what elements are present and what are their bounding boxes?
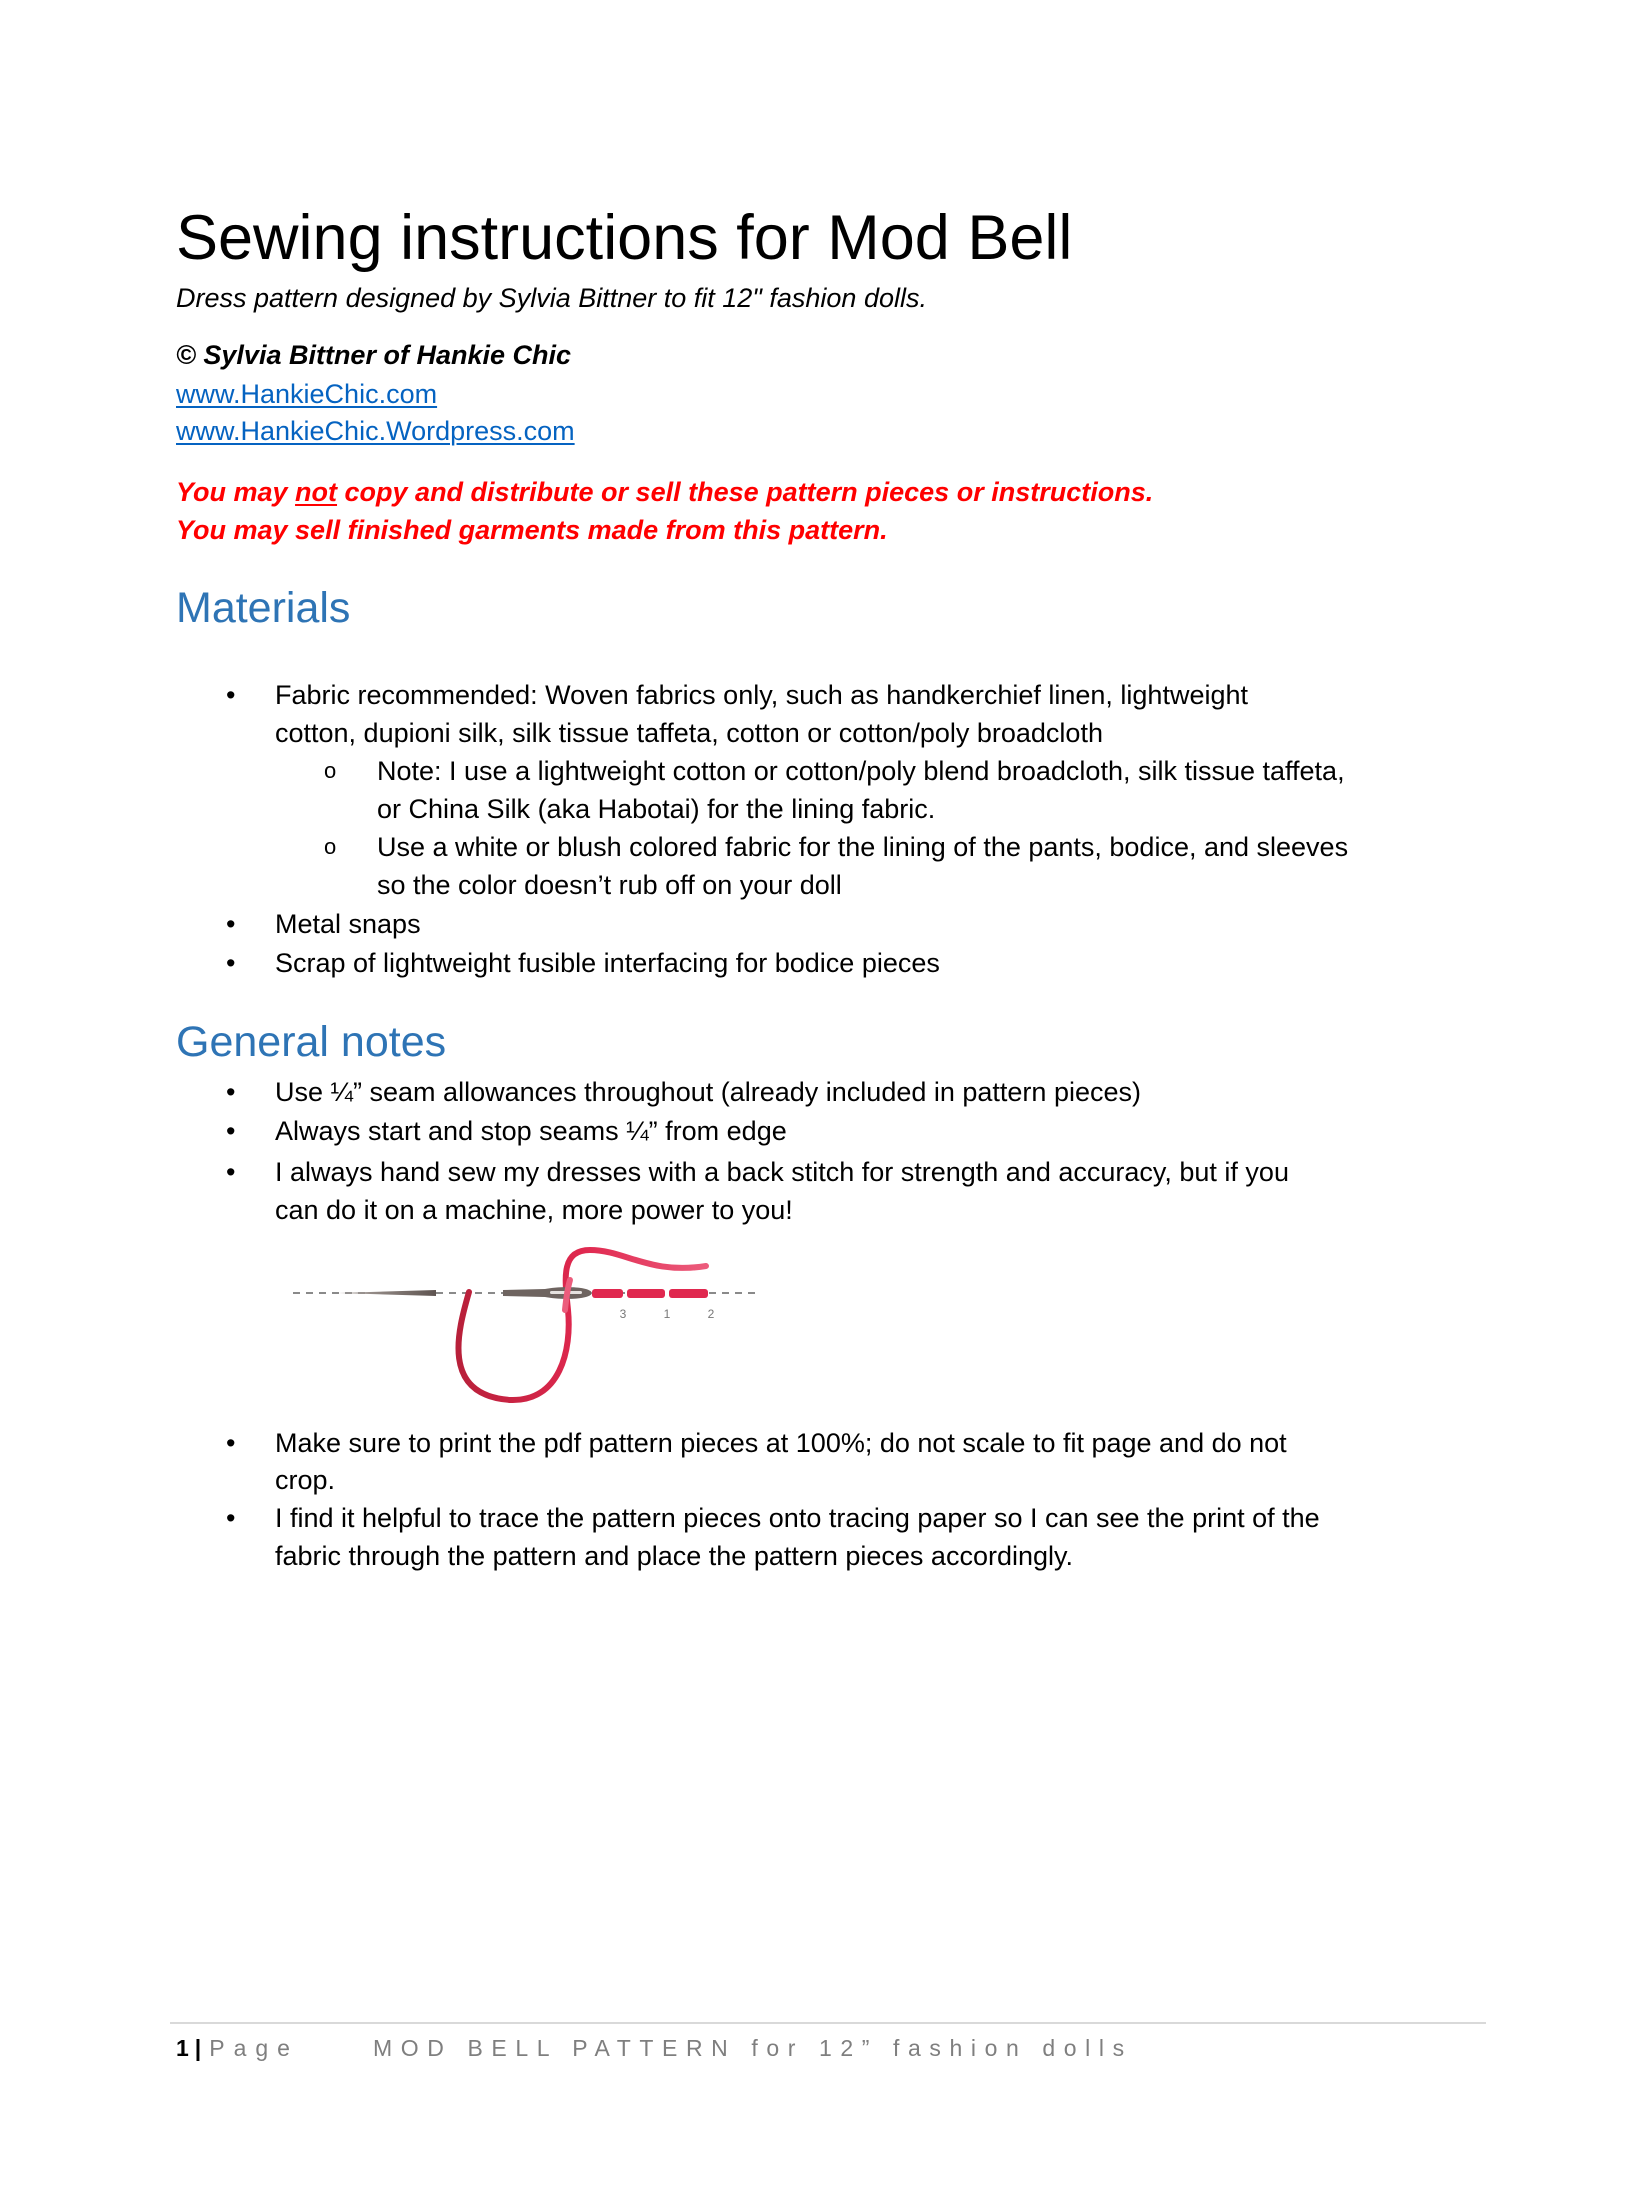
list-item-text: Make sure to print the pdf pattern pieces at 100%; do not scale to fit page and do not bbox=[275, 1428, 1287, 1458]
copyright: © Sylvia Bittner of Hankie Chic bbox=[176, 340, 571, 370]
bullet-icon: • bbox=[226, 1077, 236, 1107]
sub-bullet-icon: o bbox=[324, 758, 337, 783]
sub-list-item-text: or China Silk (aka Habotai) for the lining fabric. bbox=[377, 794, 936, 824]
page-number: 1 bbox=[176, 2035, 189, 2061]
bullet-icon: • bbox=[226, 1116, 236, 1146]
stitch-3 bbox=[592, 1289, 623, 1298]
list-item-text: I always hand sew my dresses with a back stitch for strength and accuracy, but if you bbox=[275, 1157, 1289, 1187]
link-hankiechic-wordpress[interactable]: www.HankieChic.Wordpress.com bbox=[176, 416, 575, 446]
list-item-text: Always start and stop seams ¼” from edge bbox=[275, 1116, 787, 1146]
sub-list-item-text: Use a white or blush colored fabric for the lining of the pants, bodice, and sleeves bbox=[377, 832, 1349, 862]
copy-notice-line1 bbox=[176, 473, 1153, 511]
list-item-text: cotton, dupioni silk, silk tissue taffeta, cotton or cotton/poly broadcloth bbox=[275, 718, 1103, 748]
bullet-icon: • bbox=[226, 1503, 236, 1533]
sub-bullet-icon: o bbox=[324, 834, 337, 859]
notice-text: copy and distribute or sell these pattern pieces or instructions. bbox=[337, 477, 1154, 507]
page-separator: | bbox=[194, 2035, 202, 2061]
general-notes-heading: General notes bbox=[176, 1018, 447, 1066]
stitch-1 bbox=[627, 1289, 665, 1298]
list-item-text: Use ¼” seam allowances throughout (already included in pattern pieces) bbox=[275, 1077, 1141, 1107]
bullet-icon: • bbox=[226, 1157, 236, 1187]
list-item-text: Scrap of lightweight fusible interfacing for bodice pieces bbox=[275, 948, 940, 978]
stitch-label-2: 2 bbox=[707, 1307, 715, 1321]
page-title: Sewing instructions for Mod Bell bbox=[176, 203, 1073, 273]
bullet-icon: • bbox=[226, 680, 236, 710]
back-stitch-illustration bbox=[280, 1240, 780, 1420]
notice-text: You may bbox=[176, 477, 296, 507]
materials-heading: Materials bbox=[176, 584, 351, 632]
notice-emphasis: not bbox=[295, 477, 338, 507]
subtitle: Dress pattern designed by Sylvia Bittner to fit 12" fashion dolls. bbox=[176, 283, 927, 313]
footer-page-info bbox=[176, 2034, 299, 2062]
bullet-icon: • bbox=[226, 1428, 236, 1458]
needle-tip bbox=[338, 1290, 436, 1296]
list-item-text: Metal snaps bbox=[275, 909, 421, 939]
bullet-icon: • bbox=[226, 948, 236, 978]
sub-list-item-text: Note: I use a lightweight cotton or cotton/poly blend broadcloth, silk tissue taffeta, bbox=[377, 756, 1345, 786]
link-hankiechic[interactable]: www.HankieChic.com bbox=[176, 379, 438, 409]
page-label: Page bbox=[209, 2035, 299, 2061]
stitch-label-3: 3 bbox=[619, 1307, 627, 1321]
list-item-text: I find it helpful to trace the pattern pieces onto tracing paper so I can see the print of the bbox=[275, 1503, 1320, 1533]
footer-document-title: MOD BELL PATTERN for 12” fashion dolls bbox=[373, 2035, 1133, 2061]
thread-loop bbox=[458, 1250, 706, 1400]
list-item-text: Fabric recommended: Woven fabrics only, such as handkerchief linen, lightweight bbox=[275, 680, 1248, 710]
list-item-text: fabric through the pattern and place the pattern pieces accordingly. bbox=[275, 1541, 1074, 1571]
list-item-text: can do it on a machine, more power to you! bbox=[275, 1195, 793, 1225]
copy-notice-line2: You may sell finished garments made from this pattern. bbox=[176, 515, 888, 545]
footer-divider bbox=[170, 2022, 1486, 2024]
sub-list-item-text: so the color doesn’t rub off on your doll bbox=[377, 870, 842, 900]
stitch-2 bbox=[669, 1289, 708, 1298]
stitch-label-1: 1 bbox=[663, 1307, 671, 1321]
bullet-icon: • bbox=[226, 909, 236, 939]
list-item-text: crop. bbox=[275, 1465, 336, 1495]
